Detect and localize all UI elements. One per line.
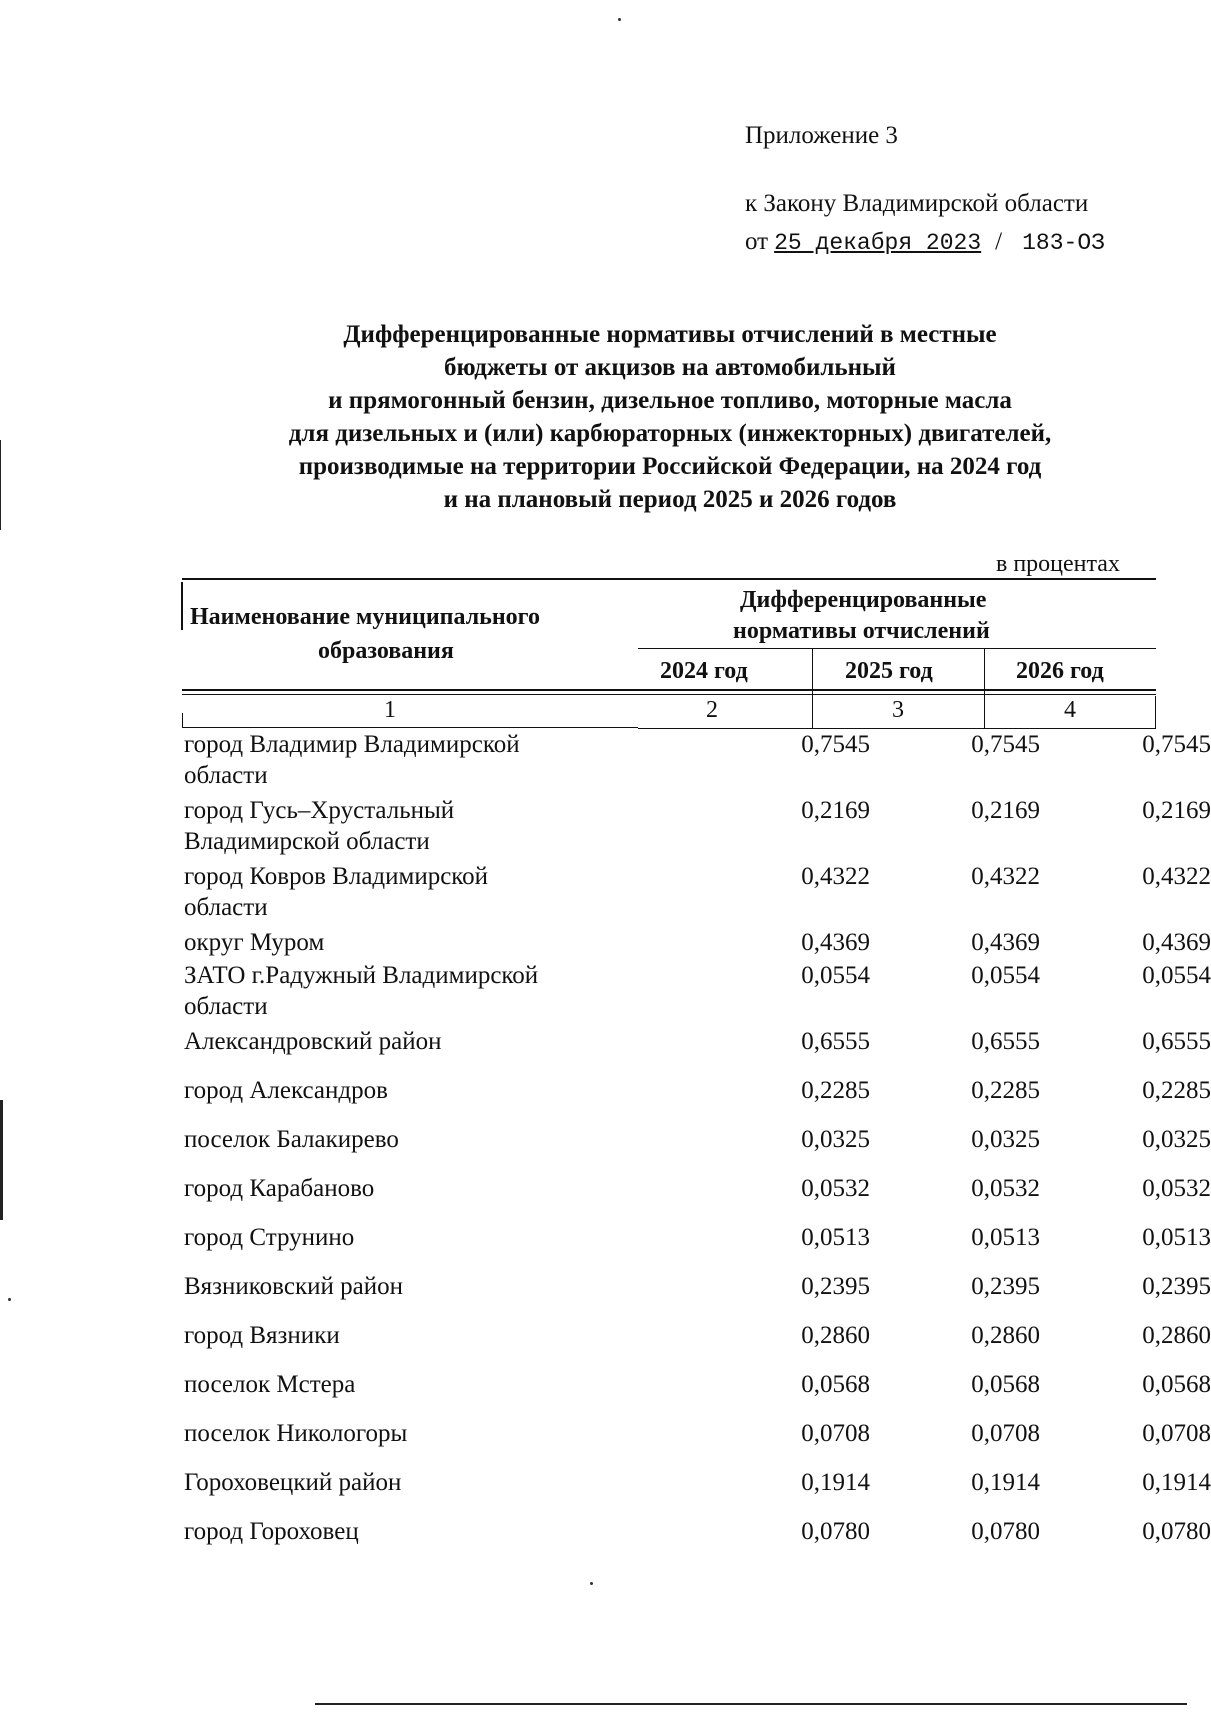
value-2024: 0,0780	[801, 1518, 870, 1545]
colnum-right-rule	[1155, 696, 1156, 729]
table-top-rule	[182, 578, 1156, 580]
value-2026: 0,1914	[1142, 1469, 1211, 1496]
value-2026: 0,0780	[1142, 1518, 1211, 1545]
value-2026: 0,2285	[1142, 1077, 1211, 1104]
document-title	[160, 318, 1180, 516]
date-separator: /	[995, 228, 1003, 255]
value-2025: 0,0780	[971, 1518, 1040, 1545]
municipality-name: город Гороховец	[184, 1518, 359, 1545]
value-2026: 0,0708	[1142, 1420, 1211, 1447]
value-2024: 0,2860	[801, 1322, 870, 1349]
value-2025: 0,7545	[971, 731, 1040, 758]
value-2026: 0,0568	[1142, 1371, 1211, 1398]
value-2026: 0,2860	[1142, 1322, 1211, 1349]
value-2026: 0,6555	[1142, 1028, 1211, 1055]
municipality-name: город Владимир Владимирской области	[184, 731, 520, 789]
value-2025: 0,1914	[971, 1469, 1040, 1496]
law-number: 183-ОЗ	[1022, 230, 1105, 256]
column-number: 3	[892, 697, 904, 723]
municipality-name: город Александров	[184, 1077, 388, 1104]
value-2024: 0,2395	[801, 1273, 870, 1300]
value-2026: 0,2395	[1142, 1273, 1211, 1300]
value-2026: 0,4322	[1142, 863, 1211, 890]
law-reference: к Закону Владимирской области	[745, 190, 1089, 217]
value-2024: 0,6555	[801, 1028, 870, 1055]
value-2025: 0,6555	[971, 1028, 1040, 1055]
value-2025: 0,0554	[971, 962, 1040, 989]
municipality-name: город Карабаново	[184, 1175, 375, 1202]
scan-dot	[590, 1582, 593, 1585]
bottom-rule	[315, 1703, 1187, 1705]
column-number: 4	[1064, 697, 1076, 723]
years-top-rule	[638, 648, 1156, 649]
value-2024: 0,0554	[801, 962, 870, 989]
colnum-left-tick	[182, 713, 183, 727]
header-year: 2026 год	[1016, 658, 1104, 684]
value-2025: 0,4369	[971, 929, 1040, 956]
value-2026: 0,2169	[1142, 797, 1211, 824]
value-2024: 0,0325	[801, 1126, 870, 1153]
value-2024: 0,0513	[801, 1224, 870, 1251]
title-line: и прямогонный бензин, дизельное топливо, моторные масла	[328, 387, 1012, 414]
municipality-name: поселок Балакирево	[184, 1126, 399, 1153]
colnum-bottom-rule	[182, 727, 638, 728]
value-2024: 0,4322	[801, 863, 870, 890]
municipality-name: поселок Никологоры	[184, 1420, 408, 1447]
value-2026: 0,0532	[1142, 1175, 1211, 1202]
value-2025: 0,0513	[971, 1224, 1040, 1251]
municipality-name: округ Муром	[184, 929, 325, 956]
scan-dot	[618, 18, 621, 21]
law-date-line	[745, 228, 1105, 256]
municipality-name: ЗАТО г.Радужный Владимирской области	[184, 962, 539, 1020]
scan-dot	[8, 1298, 11, 1301]
law-date: 25 декабря 2023	[774, 230, 982, 256]
value-2024: 0,4369	[801, 929, 870, 956]
value-2025: 0,0708	[971, 1420, 1040, 1447]
municipality-name: город Струнино	[184, 1224, 355, 1251]
value-2024: 0,2285	[801, 1077, 870, 1104]
title-line: Дифференцированные нормативы отчислений в местные	[343, 321, 997, 348]
value-2025: 0,2285	[971, 1077, 1040, 1104]
header-group: нормативы отчислений	[733, 618, 990, 644]
colnum-bottom-rule	[638, 728, 1156, 729]
value-2025: 0,2860	[971, 1322, 1040, 1349]
value-2024: 0,0708	[801, 1420, 870, 1447]
header-name: образования	[318, 638, 454, 664]
value-2024: 0,0532	[801, 1175, 870, 1202]
municipality-name: город Гусь–Хрустальный Владимирской области	[184, 797, 455, 855]
header-group: Дифференцированные	[740, 587, 987, 613]
scan-edge-mark	[0, 440, 1, 530]
header-year: 2024 год	[660, 658, 748, 684]
appendix-label: Приложение 3	[745, 122, 898, 149]
value-2026: 0,0513	[1142, 1224, 1211, 1251]
municipality-name: Александровский район	[184, 1028, 442, 1055]
unit-label: в процентах	[996, 551, 1120, 577]
date-prefix: от	[745, 228, 769, 255]
value-2025: 0,2395	[971, 1273, 1040, 1300]
header-bottom-rule	[182, 694, 1156, 695]
header-name: Наименование муниципального	[190, 604, 540, 630]
title-line: и на плановый период 2025 и 2026 годов	[443, 486, 897, 513]
title-line: для дизельных и (или) карбюраторных (инжекторных) двигателей,	[288, 420, 1052, 447]
column-number: 1	[384, 697, 396, 723]
value-2026: 0,0554	[1142, 962, 1211, 989]
header-bottom-rule	[182, 689, 1156, 691]
municipality-name: город Вязники	[184, 1322, 340, 1349]
value-2026: 0,7545	[1142, 731, 1211, 758]
value-2025: 0,0568	[971, 1371, 1040, 1398]
municipality-name: Вязниковский район	[184, 1273, 403, 1300]
value-2025: 0,0532	[971, 1175, 1040, 1202]
title-line: производимые на территории Российской Федерации, на 2024 год	[298, 453, 1042, 480]
value-2024: 0,1914	[801, 1469, 870, 1496]
value-2026: 0,4369	[1142, 929, 1211, 956]
header-year: 2025 год	[845, 658, 933, 684]
municipality-name: Гороховецкий район	[184, 1469, 402, 1496]
value-2024: 0,0568	[801, 1371, 870, 1398]
municipality-name: поселок Мстера	[184, 1371, 356, 1398]
value-2024: 0,7545	[801, 731, 870, 758]
table-left-rule	[181, 582, 183, 630]
value-2025: 0,0325	[971, 1126, 1040, 1153]
scan-edge-mark	[0, 1100, 3, 1220]
title-line: бюджеты от акцизов на автомобильный	[444, 354, 896, 381]
value-2025: 0,4322	[971, 863, 1040, 890]
column-number: 2	[706, 697, 718, 723]
value-2024: 0,2169	[801, 797, 870, 824]
value-2025: 0,2169	[971, 797, 1040, 824]
value-2026: 0,0325	[1142, 1126, 1211, 1153]
municipality-name: город Ковров Владимирской области	[184, 863, 489, 921]
